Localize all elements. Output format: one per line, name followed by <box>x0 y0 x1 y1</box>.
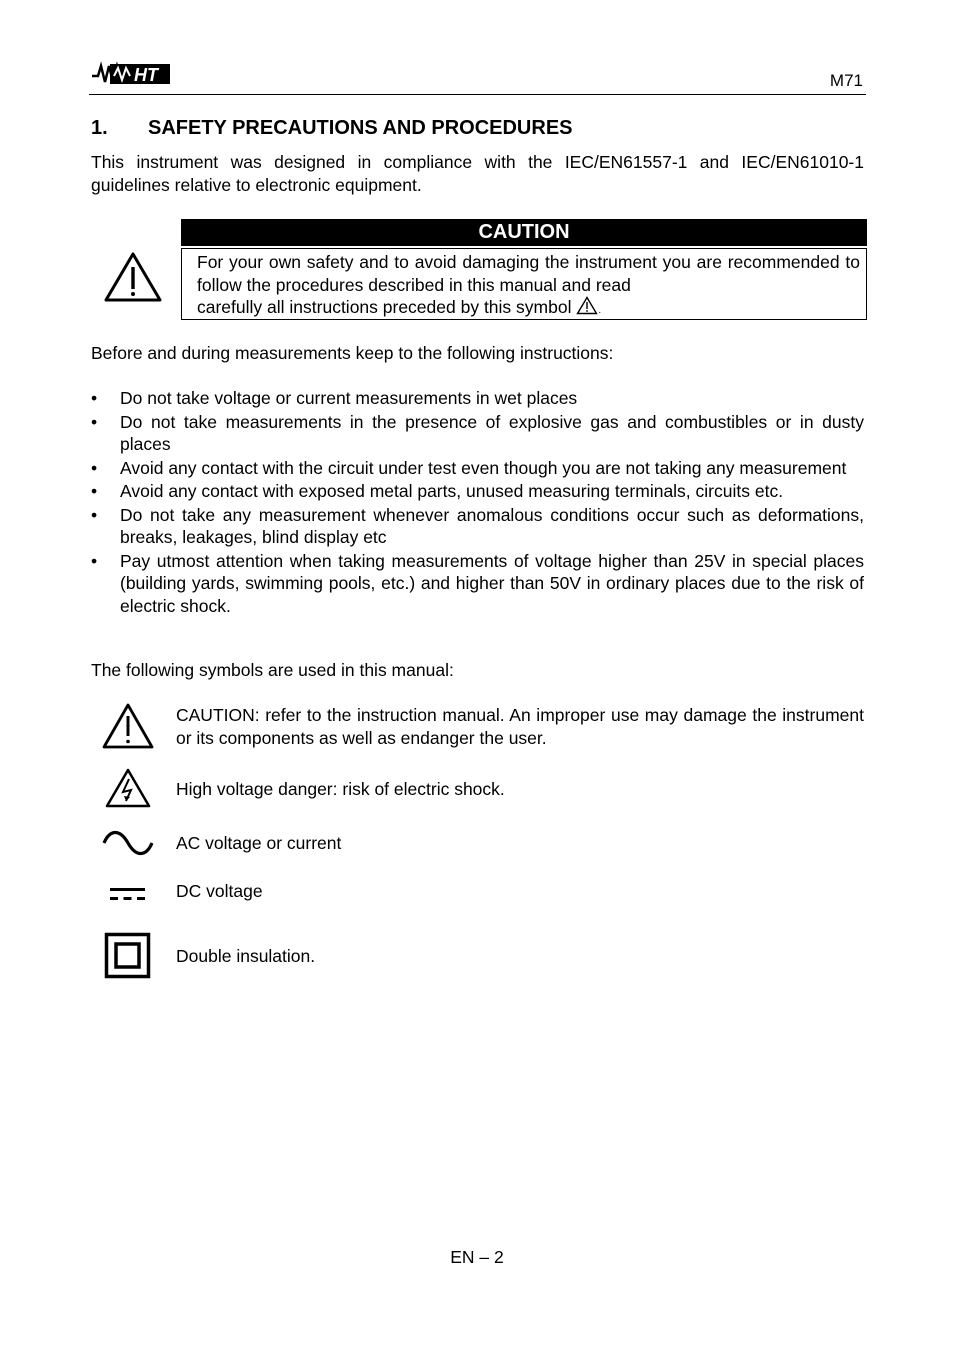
bullet: • <box>91 411 98 432</box>
symbol-ac-text: AC voltage or current <box>176 833 342 853</box>
list-item <box>91 550 864 618</box>
double-insulation-icon <box>104 932 152 980</box>
bullet: • <box>91 457 98 478</box>
section-title <box>91 117 573 140</box>
inline-warning-icon <box>576 296 598 315</box>
ac-sine-icon <box>102 829 154 857</box>
dc-symbol-icon <box>110 886 146 904</box>
caution-text-line2-text: carefully all instructions preceded by this symbol <box>197 297 572 317</box>
list-item-text: Pay utmost attention when taking measurements of voltage higher than 25V in special places (building yards, swimming pools, etc.) and higher than 50V in ordinary places due to the risk of electric shock. <box>120 550 864 616</box>
section-title-text: SAFETY PRECAUTIONS AND PROCEDURES <box>148 117 573 139</box>
symbol-high-voltage-text: High voltage danger: risk of electric shock. <box>176 779 505 799</box>
caution-text-line1: For your own safety and to avoid damaging the instrument you are recommended to follow the procedures described in this manual and read <box>197 252 860 295</box>
symbol-caution-text: CAUTION: refer to the instruction manual. An improper use may damage the instrument or its components as well as endanger the user. <box>176 705 864 748</box>
intro-paragraph: This instrument was designed in compliance with the IEC/EN61557-1 and IEC/EN61010-1 guidelines relative to electronic equipment. <box>91 152 864 195</box>
bullet: • <box>91 481 98 501</box>
high-voltage-icon <box>105 768 151 808</box>
list-item <box>91 480 864 503</box>
list-item <box>91 504 864 549</box>
symbol-dc-text: DC voltage <box>176 881 263 901</box>
bullet: • <box>91 550 98 571</box>
bullet: • <box>91 504 98 525</box>
ht-logo <box>92 60 172 93</box>
symbol-double-insulation-text: Double insulation. <box>176 946 316 966</box>
instructions-list <box>91 387 864 618</box>
list-item-text: Do not take measurements in the presence of explosive gas and combustibles or in dusty places <box>120 411 864 454</box>
list-item-text: Avoid any contact with the circuit under test even though you are not taking any measurement <box>120 457 847 478</box>
instructions-lead: Before and during measurements keep to the following instructions: <box>91 343 614 363</box>
list-item-text: Avoid any contact with exposed metal parts, unused measuring terminals, circuits etc. <box>120 481 784 501</box>
list-item <box>91 411 864 456</box>
page-number: EN – 2 <box>450 1247 504 1267</box>
model-name: M71 <box>829 71 863 90</box>
caution-header: CAUTION <box>181 219 867 246</box>
list-item <box>91 457 864 480</box>
list-item <box>91 387 864 410</box>
list-item-text: Do not take voltage or current measurements in wet places <box>120 388 578 408</box>
caution-text-line2 <box>197 296 860 323</box>
logo-text: HT <box>134 65 158 85</box>
list-item-text: Do not take any measurement whenever anomalous conditions occur such as deformations, breaks, leakages, blind display etc <box>120 504 864 547</box>
warning-triangle-icon <box>103 251 163 303</box>
warning-triangle-icon <box>101 702 155 750</box>
inline-period: . <box>598 305 602 316</box>
symbols-lead: The following symbols are used in this manual: <box>91 660 454 680</box>
caution-text <box>197 251 860 323</box>
bullet: • <box>91 388 98 408</box>
section-number: 1. <box>91 117 108 139</box>
ht-logo-icon <box>92 60 172 88</box>
caution-box <box>181 248 867 320</box>
header-rule <box>89 94 866 95</box>
